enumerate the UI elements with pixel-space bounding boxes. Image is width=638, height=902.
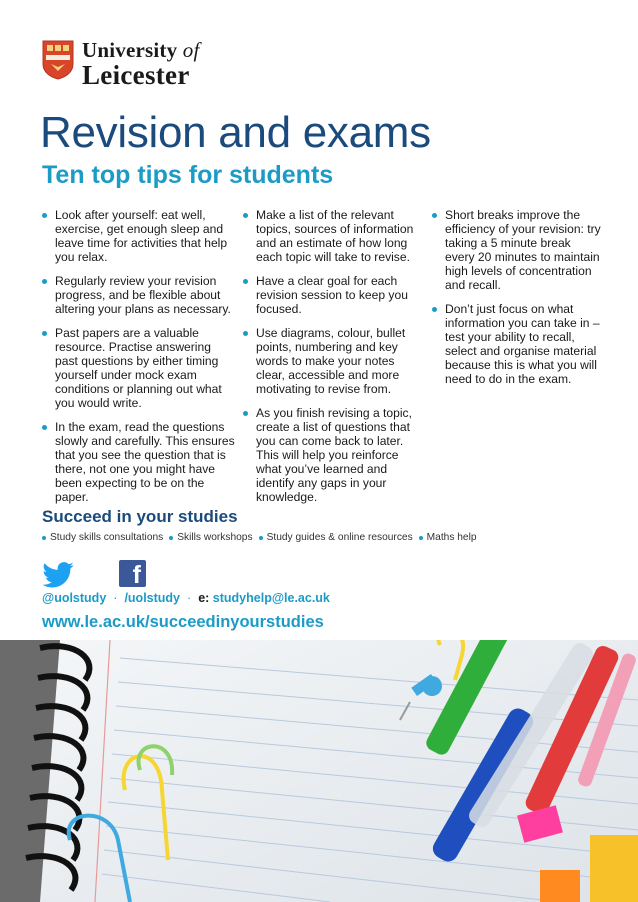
tip-item: Regularly review your revision progress, and be flexible about altering your plans as necessary. — [42, 274, 237, 316]
tip-item: Don’t just focus on what information you can take in – test your ability to recall, select and organise material because this is what you will need to do in the exam. — [432, 302, 602, 386]
service-item: Maths help — [419, 532, 477, 543]
service-item: Skills workshops — [169, 532, 252, 543]
services-list — [42, 532, 483, 543]
university-shield-icon — [42, 40, 74, 80]
twitter-handle-link[interactable]: @uolstudy — [42, 591, 107, 605]
tip-item: Use diagrams, colour, bullet points, numbering and key words to make your notes clear, accessible and more motivating to revise from. — [243, 326, 423, 396]
logo-line2: Leicester — [82, 60, 190, 90]
email-label: e: — [198, 591, 210, 605]
tip-item: Look after yourself: eat well, exercise, get enough sleep and leave time for activities that help you relax. — [42, 208, 237, 264]
tip-item: Short breaks improve the efficiency of your revision: try taking a 5 minute break every 20 minutes to maintain high levels of concentration and recall. — [432, 208, 602, 292]
logo-of: of — [182, 38, 200, 62]
logo-line1: University — [82, 38, 178, 62]
tips-column-1 — [42, 208, 237, 514]
website-link[interactable]: www.le.ac.uk/succeedinyourstudies — [42, 613, 324, 631]
facebook-handle-link[interactable]: /uolstudy — [124, 591, 181, 605]
stationery-illustration — [0, 640, 638, 902]
tip-item: As you finish revising a topic, create a list of questions that you can come back to later. This will help you reinforce what you’ve learned and identify any gaps in your knowledge. — [243, 406, 423, 504]
contact-line — [42, 591, 330, 605]
tip-item: In the exam, read the questions slowly and carefully. This ensures that you see the question that is there, not one you might have been expecting to be on the paper. — [42, 420, 237, 504]
page-subtitle: Ten top tips for students — [42, 161, 334, 189]
succeed-heading: Succeed in your studies — [42, 507, 238, 526]
facebook-glyph: f — [132, 561, 141, 589]
tip-item: Past papers are a valuable resource. Practise answering past questions by either timing yourself under mock exam conditions or planning out what you would write. — [42, 326, 237, 410]
stationery-photo — [0, 640, 638, 902]
page-title: Revision and exams — [40, 108, 431, 157]
twitter-bird-icon[interactable] — [42, 562, 74, 588]
university-wordmark — [82, 40, 200, 89]
tips-column-3 — [432, 208, 602, 396]
tips-column-2 — [243, 208, 423, 514]
contact-separator: · — [187, 591, 192, 605]
contact-separator: · — [113, 591, 118, 605]
service-item: Study skills consultations — [42, 532, 163, 543]
tip-item: Have a clear goal for each revision session to keep you focused. — [243, 274, 423, 316]
service-item: Study guides & online resources — [259, 532, 413, 543]
facebook-icon[interactable] — [119, 560, 146, 587]
tip-item: Make a list of the relevant topics, sources of information and an estimate of how long each topic will take to revise. — [243, 208, 423, 264]
email-link[interactable]: studyhelp@le.ac.uk — [212, 591, 330, 605]
university-logo — [42, 38, 200, 90]
